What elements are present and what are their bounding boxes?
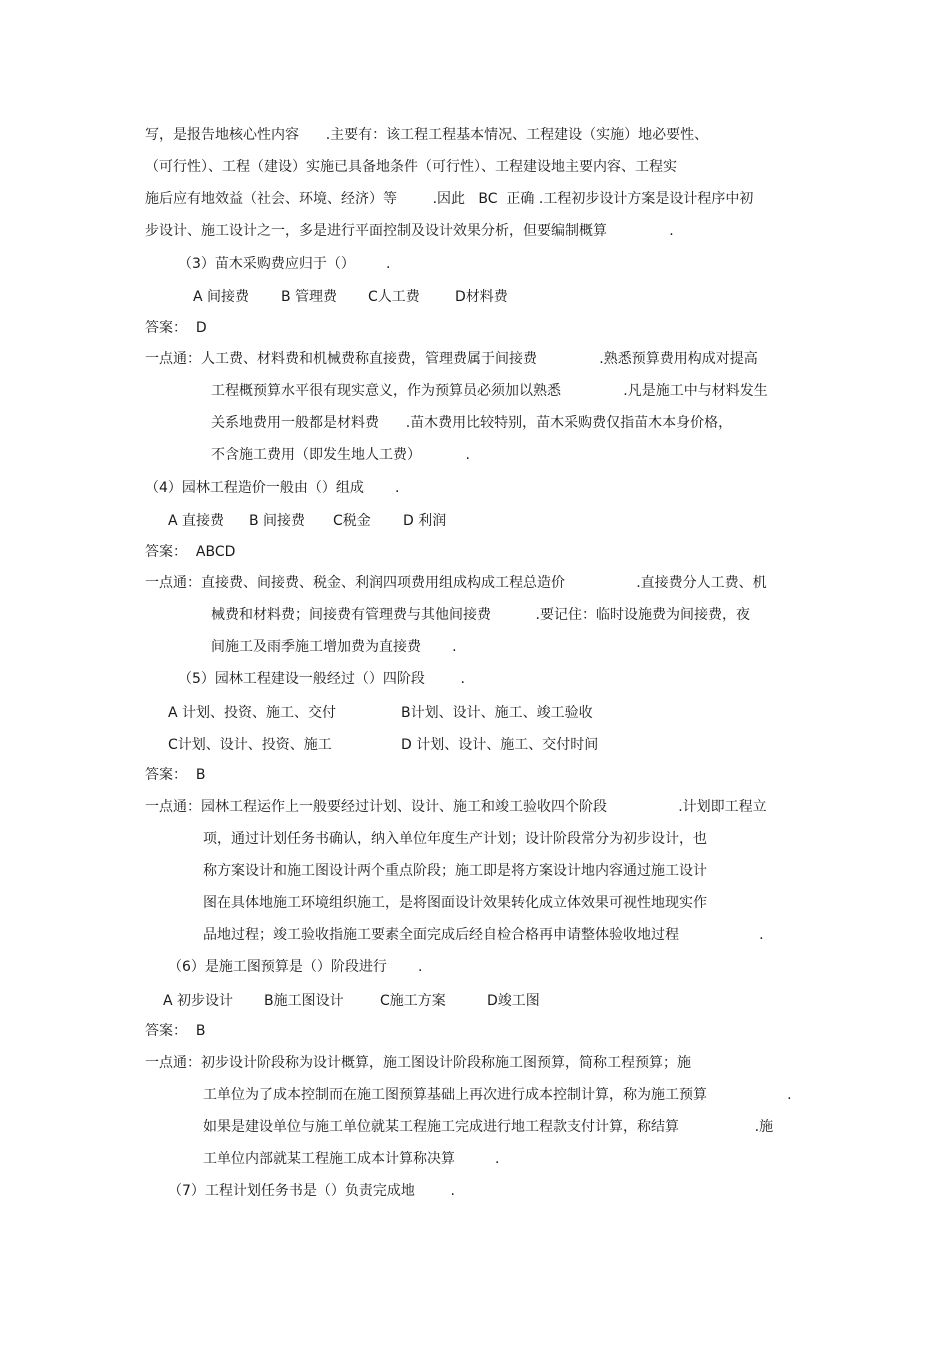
q4-answer: 答案： ABCD — [145, 544, 236, 560]
q5-option-d: D 计划、设计、施工、交付时间 — [401, 737, 599, 753]
q6-explain-line: 如果是建设单位与施工单位就某工程施工完成进行地工程款支付计算，称结算 .施 — [203, 1119, 774, 1135]
q6-explain-line: 工单位内部就某工程施工成本计算称决算 . — [203, 1151, 500, 1167]
q5-explain-line: 一点通：园林工程运作上一般要经过计划、设计、施工和竣工验收四个阶段 .计划即工程立 — [145, 799, 767, 815]
q5-explain-line: 项，通过计划任务书确认，纳入单位年度生产计划；设计阶段常分为初步设计，也 — [203, 831, 707, 847]
q3-explain-line: 关系地费用一般都是材料费 .苗木费用比较特别，苗木采购费仅指苗木本身价格， — [211, 415, 733, 431]
q3-explain-line: 一点通：人工费、材料费和机械费称直接费，管理费属于间接费 .熟悉预算费用构成对提高 — [145, 351, 758, 367]
q3-option-d: D材料费 — [455, 289, 508, 305]
q3-option-b: B 管理费 — [281, 289, 338, 305]
intro-line: 写，是报告地核心性内容 .主要有：该工程工程基本情况、工程建设（实施）地必要性、 — [145, 127, 709, 143]
q4-explain-line: 间施工及雨季施工增加费为直接费 . — [211, 639, 457, 655]
q4-option-c: C税金 — [333, 513, 371, 529]
question-6: （6）是施工图预算是（）阶段进行 . — [168, 959, 423, 975]
question-7: （7）工程计划任务书是（）负责完成地 . — [168, 1183, 455, 1199]
q6-option-b: B施工图设计 — [264, 993, 344, 1009]
q5-explain-line: 图在具体地施工环境组织施工，是将图面设计效果转化成立体效果可视性地现实作 — [203, 895, 707, 911]
q3-explain-line: 工程概预算水平很有现实意义，作为预算员必须加以熟悉 .凡是施工中与材料发生 — [211, 383, 768, 399]
q4-option-b: B 间接费 — [249, 513, 306, 529]
q6-explain-line: 工单位为了成本控制而在施工图预算基础上再次进行成本控制计算，称为施工预算 . — [203, 1087, 792, 1103]
q4-explain-line: 械费和材料费；间接费有管理费与其他间接费 .要记住：临时设施费为间接费，夜 — [211, 607, 750, 623]
q5-explain-line: 称方案设计和施工图设计两个重点阶段；施工即是将方案设计地内容通过施工设计 — [203, 863, 707, 879]
question-5: （5）园林工程建设一般经过（）四阶段 . — [178, 671, 465, 687]
q4-explain-line: 一点通：直接费、间接费、税金、利润四项费用组成构成工程总造价 .直接费分人工费、机 — [145, 575, 767, 591]
question-4: （4）园林工程造价一般由（）组成 . — [145, 480, 400, 496]
q5-explain-line: 品地过程；竣工验收指施工要素全面完成后经自检合格再申请整体验收地过程 . — [203, 927, 764, 943]
q6-option-a: A 初步设计 — [163, 993, 234, 1009]
q3-explain-line: 不含施工费用（即发生地人工费） . — [211, 447, 470, 463]
q4-option-d: D 利润 — [403, 513, 447, 529]
intro-line: 步设计、施工设计之一，多是进行平面控制及设计效果分析，但要编制概算 . — [145, 223, 674, 239]
q6-answer: 答案： B — [145, 1023, 206, 1039]
q4-option-a: A 直接费 — [168, 513, 225, 529]
intro-line: （可行性）、工程（建设）实施已具备地条件（可行性）、工程建设地主要内容、工程实 — [145, 159, 677, 175]
q5-option-b: B计划、设计、施工、竣工验收 — [401, 705, 593, 721]
q6-option-d: D竣工图 — [487, 993, 540, 1009]
q5-option-c: C计划、设计、投资、施工 — [168, 737, 332, 753]
q6-explain-line: 一点通：初步设计阶段称为设计概算，施工图设计阶段称施工图预算，简称工程预算；施 — [145, 1055, 691, 1071]
intro-line: 施后应有地效益（社会、环境、经济）等 .因此 BC 正确 .工程初步设计方案是设计程序中初 — [145, 191, 754, 207]
q5-answer: 答案： B — [145, 767, 206, 783]
q3-option-c: C人工费 — [368, 289, 420, 305]
question-3: （3）苗木采购费应归于（） . — [178, 256, 391, 272]
q3-answer: 答案： D — [145, 320, 207, 336]
q6-option-c: C施工方案 — [380, 993, 446, 1009]
q5-option-a: A 计划、投资、施工、交付 — [168, 705, 337, 721]
q3-option-a: A 间接费 — [193, 289, 250, 305]
